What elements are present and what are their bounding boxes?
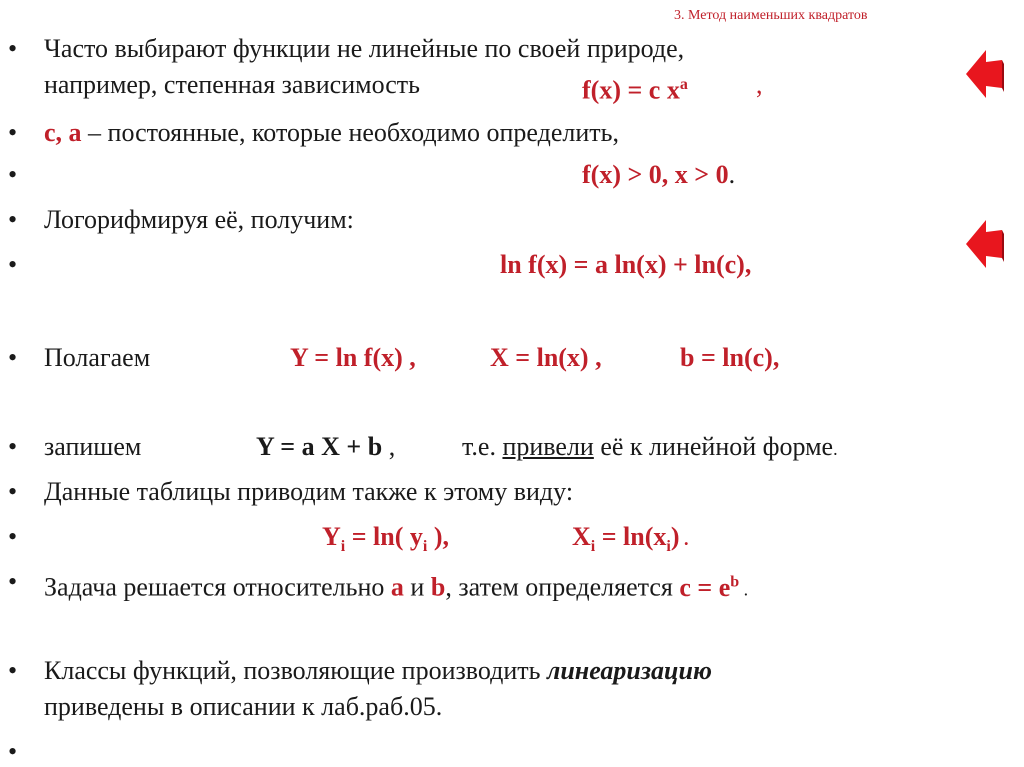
bullet: •: [8, 250, 18, 279]
constants-vars: c, a: [44, 118, 82, 147]
power-function-formula: [582, 70, 688, 105]
bullet: •: [8, 656, 18, 685]
var-b: b: [430, 572, 446, 602]
line-7-rest: [462, 432, 838, 464]
substitution-Y: Y = ln f(x) ,: [290, 343, 416, 372]
var-a: a: [390, 572, 404, 602]
bullet: •: [8, 737, 18, 766]
bullet: •: [8, 343, 18, 372]
formula-comma: ,: [756, 70, 763, 99]
slide-header: 3. Метод наименьших квадратов: [674, 8, 868, 23]
domain-condition: [582, 160, 735, 189]
line-11a-text: Классы функций, позволяющие производить: [44, 656, 547, 685]
linear-comma: ,: [382, 432, 396, 461]
back-arrow-icon[interactable]: [964, 44, 1004, 104]
domain-dot: .: [728, 160, 736, 189]
linear-form: [256, 432, 395, 461]
substitution-X: X = ln(x) ,: [490, 343, 602, 372]
bullet: •: [8, 477, 18, 506]
formula-text: f(x) = c x: [582, 75, 680, 105]
y-index: i: [422, 538, 428, 556]
line-8: Данные таблицы приводим также к этому виду:: [44, 477, 574, 506]
exp-formula: [679, 573, 739, 602]
formula-exponent: a: [679, 76, 688, 93]
line-2: [44, 118, 619, 147]
bullet: •: [8, 205, 18, 234]
exp-formula-text: c = e: [679, 572, 731, 602]
line-11b: приведены в описании к лаб.раб.05.: [44, 692, 443, 721]
line-7-tail: её к линейной форме: [593, 432, 834, 461]
Y-end: ),: [427, 522, 450, 551]
data-transform-Y: [322, 522, 449, 561]
line-10-and: и: [403, 572, 431, 602]
Y-var: Y: [322, 522, 341, 551]
substitution-b: b = ln(c),: [680, 343, 780, 372]
linearization-term: линеаризацию: [546, 656, 712, 685]
line-7-dot: .: [833, 439, 838, 459]
log-formula: ln f(x) = a ln(x) + ln(c),: [500, 250, 752, 279]
exp-exponent: b: [730, 573, 740, 590]
line-7-label: запишем: [44, 432, 142, 461]
bullet: •: [8, 118, 18, 147]
X-end: ): [670, 522, 680, 551]
linear-formula: Y = a X + b: [256, 432, 383, 461]
line-6-label: Полагаем: [44, 343, 151, 372]
line-2-text: – постоянные, которые необходимо определить,: [81, 118, 620, 147]
X-dot: .: [679, 529, 689, 549]
bullet: •: [8, 432, 18, 461]
line-1b: [44, 70, 420, 99]
line-1a: Часто выбирают функции не линейные по своей природе,: [44, 34, 685, 63]
Y-eq: = ln( y: [345, 522, 423, 551]
line-11a: [44, 656, 712, 685]
bullet: •: [8, 160, 18, 189]
line-10-a: Задача решается относительно: [44, 572, 391, 602]
x-index: i: [666, 538, 671, 556]
bullet: •: [8, 567, 18, 596]
X-var: X: [572, 522, 591, 551]
data-transform-X: [572, 522, 689, 561]
bullet: •: [8, 34, 18, 63]
X-index: i: [590, 538, 596, 556]
line-10-b: , затем определяется: [445, 572, 680, 602]
X-eq: = ln(x: [595, 522, 667, 551]
bullet: •: [8, 522, 18, 551]
te-text: т.е.: [462, 432, 503, 461]
back-arrow-icon[interactable]: [964, 214, 1004, 274]
Y-index: i: [340, 538, 346, 556]
underlined-word: привели: [502, 432, 594, 461]
line-1b-text: например, степенная зависимость: [44, 70, 420, 99]
line-10: [44, 567, 748, 605]
line-4: Логорифмируя её, получим:: [44, 205, 354, 234]
line-10-dot: .: [739, 579, 749, 600]
domain-formula: f(x) > 0, x > 0: [582, 160, 729, 189]
